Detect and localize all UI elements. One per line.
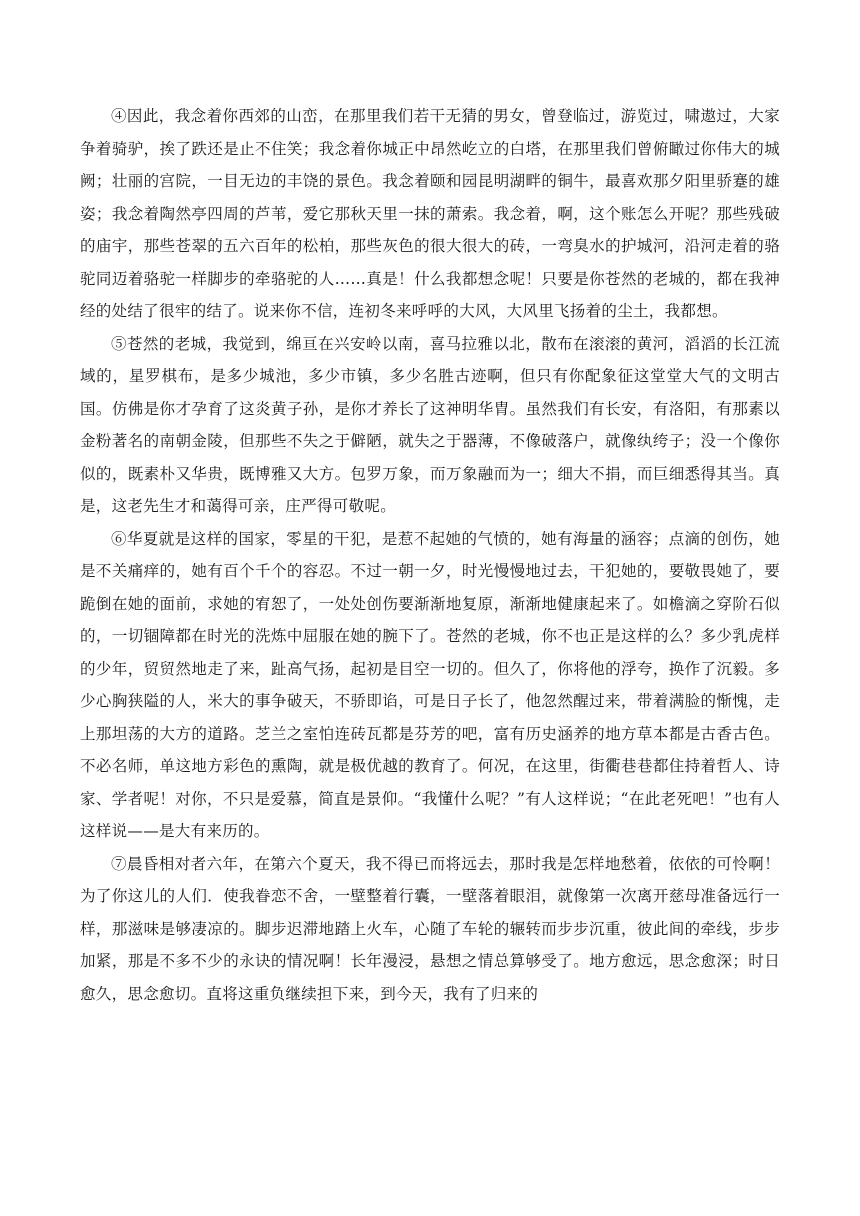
paragraph-6: ⑥华夏就是这样的国家，零星的干犯，是惹不起她的气愤的，她有海量的涵容；点滴的创伤，她是不关痛痒的，她有百个千个的容忍。不过一朝一夕，时光慢慢地过去，干犯她的，要敬畏她了，要跪倒在她的面前，求她的宥恕了，一处处创伤要渐渐地复原，渐渐地健康起来了。如檐滴之穿阶石似的，一切锢障都在时光的洗炼中屈服在她的腕下了。苍然的老城，你不也正是这样的么？多少乳虎样的少年，贸贸然地走了来，趾高气扬，起初是目空一切的。但久了，你将他的浮夸，换作了沉毅。多少心胸狭隘的人，米大的事争破天，不骄即谄，可是日子长了，他忽然醒过来，带着满脸的惭愧，走上那坦荡的大方的道路。芝兰之室怕连砖瓦都是芬芳的吧，富有历史涵养的地方草本都是古香古色。不必名师，单这地方彩色的熏陶，就是极优越的教育了。何况，在这里，街衢巷巷都住持着哲人、诗家、学者呢！对你，不只是爱慕，简直是景仰。“我懂什么呢？”有人这样说；“在此老死吧！”也有人这样说——是大有来历的。	[80, 529, 780, 840]
paragraph-4: ④因此，我念着你西郊的山峦，在那里我们若干无猜的男女，曾登临过，游览过，啸遨过，大家争着骑驴，挨了跌还是止不住笑；我念着你城正中昂然屹立的白塔，在那里我们曾俯瞰过你伟大的城阙；壮丽的宫院，一目无边的丰饶的景色。我念着颐和园昆明湖畔的铜牛，最喜欢那夕阳里骄蹇的雄姿；我念着陶然亭四周的芦苇，爱它那秋天里一抹的萧索。我念着，啊，这个账怎么开呢？那些残破的庙宇，那些苍翠的五六百年的松柏，那些灰色的很大很大的砖，一弯臭水的护城河，沿河走着的骆驼同迈着骆驼一样脚步的牵骆驼的人……真是！什么我都想念呢！只要是你苍然的老城的，都在我神经的处结了很牢的结了。说来你不信，连初冬来呼呼的大风，大风里飞扬着的尘土，我都想。	[80, 107, 780, 320]
paragraph-5: ⑤苍然的老城，我觉到，绵亘在兴安岭以南，喜马拉雅以北，散布在滚滚的黄河，滔滔的长江流域的，星罗棋布，是多少城池，多少市镇，多少名胜古迹啊，但只有你配象征这堂堂大气的文明古国。仿佛是你才孕育了这炎黄子孙，是你才养长了这神明华胄。虽然我们有长安，有洛阳，有那素以金粉著名的南朝金陵，但那些不失之于僻陋，就失之于器薄，不像破落户，就像纨绔子；没一个像你似的，既素朴又华贵，既博雅又大方。包罗万象，而万象融而为一；细大不捐，而巨细悉得其当。真是，这老先生才和蔼得可亲，庄严得可敬呢。	[80, 334, 780, 515]
paragraph-7: ⑦晨昏相对者六年，在第六个夏天，我不得已而将远去，那时我是怎样地愁着，依依的可怜啊！为了你这儿的人们．使我眷恋不舍，一壁整着行囊，一壁落着眼泪，就像第一次离开慈母准备远行一样，那滋味是够凄凉的。脚步迟滞地踏上火车，心随了车轮的辗转而步步沉重，彼此间的牵线，步步加紧，那是不多不少的永诀的情况啊！长年漫浸，悬想之情总算够受了。地方愈远，思念愈深；时日愈久，思念愈切。直将这重负继续担下来，到今天，我有了归来的	[80, 854, 780, 1003]
document-page	[80, 100, 780, 1010]
